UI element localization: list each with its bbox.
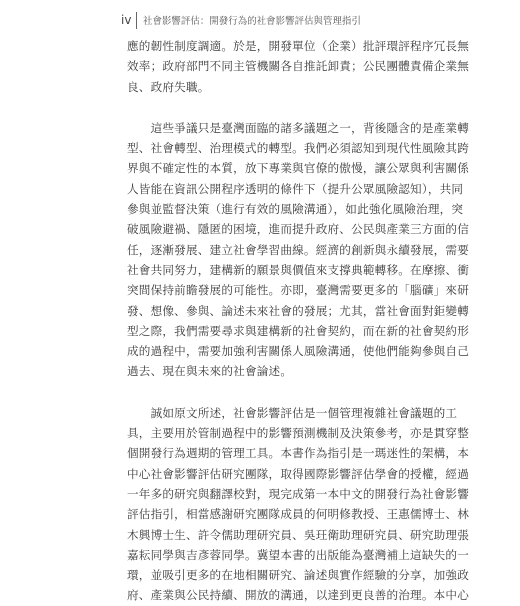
text-line: 成的過程中，需要加強利害關係人風險溝通，使他們能夠參與自己 xyxy=(127,344,470,359)
text-line: 嘉耘同學與吉彥蓉同學。冀望本書的出版能為臺灣補上這缺失的一 xyxy=(127,547,470,562)
text-line: 良、政府失職。 xyxy=(127,79,210,94)
text-line: 任，逐漸發展、建立社會學習曲線。經濟的創新與永續發展，需要 xyxy=(127,242,470,257)
paragraph-gap xyxy=(127,97,416,118)
text-line: 發、想像、參與、論述未來社會的發展；尤其，當社會面對鉅變轉 xyxy=(127,303,470,318)
text-line: 府、產業與公民持續、開放的溝通，以達到更良善的治理。本中心 xyxy=(127,588,470,603)
paragraph-gap xyxy=(127,382,416,403)
paragraph-2 xyxy=(127,118,470,382)
text-line: 破風險避禍、隱匿的困境，進而提升政府、公民與產業三方面的信 xyxy=(127,222,470,237)
running-header xyxy=(121,12,361,28)
text-line: 這些爭議只是臺灣面臨的諸多議題之一，背後隱含的是產業轉 xyxy=(127,120,470,135)
running-title: 社會影響評估：開發行為的社會影響評估與管理指引 xyxy=(143,16,361,27)
text-line: 型之際，我們需要尋求與建構新的社會契約，而在新的社會契約形 xyxy=(127,323,470,338)
text-line: 型、社會轉型、治理模式的轉型。我們必須認知到現代性風險其跨 xyxy=(127,141,470,156)
text-line: 過去、現在與未來的社會論述。 xyxy=(127,364,293,379)
paragraph-3 xyxy=(127,403,470,606)
text-line: 具，主要用於管制過程中的影響預測機制及決策參考，亦是貫穿整 xyxy=(127,426,470,441)
text-line: 評估指引，相當感謝研究團隊成員的何明修教授、王惠儒博士、林 xyxy=(127,507,470,522)
text-line: 界與不確定性的本質，放下專業與官僚的傲慢，讓公眾與利害關係 xyxy=(127,161,470,176)
text-line: 環，並吸引更多的在地相關研究、論述與實作經驗的分享，加強政 xyxy=(127,568,470,583)
page-number: iv xyxy=(121,13,132,27)
text-line: 個開發行為週期的管理工具。本書作為指引是一瑪迷性的架構，本 xyxy=(127,446,470,461)
text-line: 一年多的研究與翻譯校對，現完成第一本中文的開發行為社會影響 xyxy=(127,486,470,501)
text-line: 參與並監督決策（進行有效的風險溝通），如此強化風險治理，突 xyxy=(127,202,464,217)
text-line: 誠如原文所述，社會影響評估是一個管理複雜社會議題的工 xyxy=(127,405,458,420)
text-line: 突間保持前瞻發展的可能性。亦即，臺灣需要更多的「腦礦」來研 xyxy=(127,283,470,298)
body-text xyxy=(127,36,470,606)
text-line: 人皆能在資訊公開程序透明的條件下（提升公眾風險認知），共同 xyxy=(127,181,464,196)
text-line: 效率；政府部門不同主管機關各自推託卸責；公民團體責備企業無 xyxy=(127,59,470,74)
text-line: 木興博士生、許令儒助理研究員、吳玨衛助理研究員、研究助理張 xyxy=(127,527,470,542)
text-line: 社會共同努力，建構新的願景與價值來支撐典範轉移。在摩擦、衝 xyxy=(127,262,470,277)
header-divider xyxy=(136,12,137,29)
text-line: 應的韌性制度調適。於是，開發單位（企業）批評環評程序冗長無 xyxy=(127,39,470,53)
paragraph-1 xyxy=(127,36,470,97)
text-line: 中心社會影響評估研究團隊，取得國際影響評估學會的授權，經過 xyxy=(127,466,470,481)
